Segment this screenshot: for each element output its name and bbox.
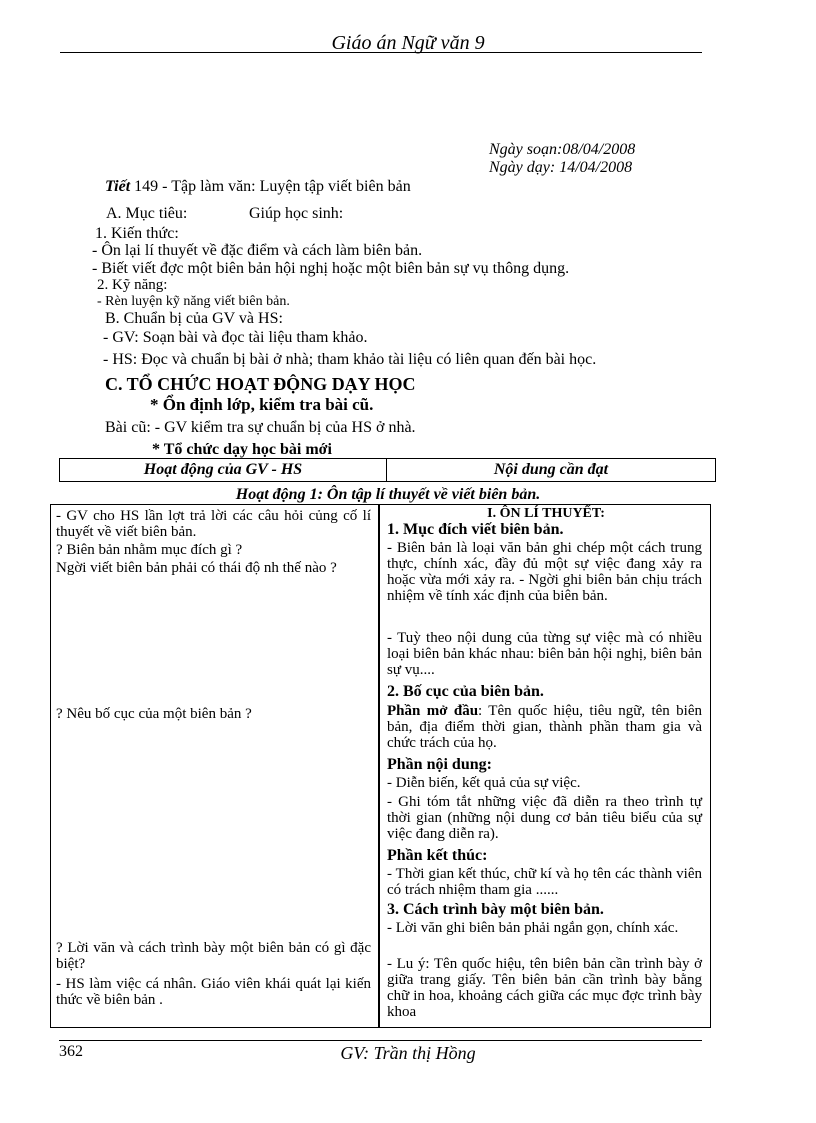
presentation-text-1: - Lời văn ghi biên bản phải ngắn gọn, chính xác. (387, 920, 679, 936)
page-header-title: Giáo án Ngữ văn 9 (331, 32, 485, 54)
heading-layout: 2. Bố cục của biên bản. (387, 683, 544, 700)
header-rule (60, 52, 702, 53)
lesson-title-text: 149 - Tập làm văn: Luyện tập viết biên bản (130, 178, 411, 195)
content-part-item-2: - Ghi tóm tắt những việc đã diễn ra theo trình tự thời gian (những nội dung cơ bản tiêu biểu của sự việc đang diễn ra). (387, 794, 702, 842)
section-theory: I. ÔN LÍ THUYẾT: (487, 506, 605, 521)
content-part-item-1: - Diễn biến, kết quả của sự việc. (387, 775, 581, 791)
activity-table-header (59, 458, 716, 482)
question-layout: ? Nêu bố cục của một biên bản ? (56, 706, 252, 722)
page-number: 362 (59, 1043, 83, 1060)
col-header-content: Nội dung cần đạt (387, 459, 716, 482)
stabilize-heading: * Ổn định lớp, kiểm tra bài cũ. (150, 395, 374, 414)
question-style: ? Lời văn và cách trình bày một biên bản có gì đặc biệt? (56, 940, 371, 972)
col-header-activities: Hoạt động của GV - HS (60, 459, 387, 482)
activity-title: Hoạt động 1: Ôn tập lí thuyết về viết biên bản. (235, 486, 541, 503)
lesson-title (105, 178, 411, 196)
closing-part-label: Phần kết thúc: (387, 847, 488, 864)
knowledge-item-2: - Biết viết đợc một biên bản hội nghị hoặc một biên bản sự vụ thông dụng. (92, 260, 570, 277)
activity-text-2: - HS làm việc cá nhân. Giáo viên khái quát lại kiến thức về biên bản . (56, 976, 371, 1008)
old-lesson-check: Bài cũ: - GV kiểm tra sự chuẩn bị của HS ở nhà. (105, 419, 416, 436)
purpose-text-2: - Tuỳ theo nội dung của từng sự việc mà có nhiều loại biên bản khác nhau: biên bản hội nghị, biên bản sự vụ.... (387, 630, 702, 678)
heading-purpose: 1. Mục đích viết biên bản. (387, 521, 564, 538)
purpose-text-1: - Biên bản là loại văn bản ghi chép một cách trung thực, chính xác, đầy đủ một sự việc đang xảy ra hoặc vừa mới xảy ra. - Ngời ghi biên bản chịu trách nhiệm về tính xác định của biên bản. (387, 540, 702, 604)
activity-text-1: - GV cho HS lần lợt trả lời các câu hỏi củng cố lí thuyết về viết biên bản. (56, 508, 371, 540)
opening-part (387, 703, 702, 751)
date-prepared: Ngày soạn:08/04/2008 (489, 141, 636, 158)
section-c-heading: C. TỔ CHỨC HOẠT ĐỘNG DẠY HỌC (105, 374, 416, 394)
heading-presentation: 3. Cách trình bày một biên bản. (387, 901, 604, 918)
footer-author: GV: Trần thị Hồng (340, 1043, 476, 1063)
lesson-tiet-label: Tiết (105, 178, 131, 195)
date-taught: Ngày dạy: 14/04/2008 (489, 159, 633, 176)
prep-heading: B. Chuẩn bị của GV và HS: (105, 310, 283, 327)
skills-item-1: - Rèn luyện kỹ năng viết biên bản. (97, 294, 290, 309)
objectives-heading: A. Mục tiêu: (106, 205, 188, 222)
new-lesson-heading: * Tổ chức dạy học bài mới (152, 441, 332, 458)
question-purpose: ? Biên bản nhằm mục đích gì ? (56, 542, 243, 558)
skills-heading: 2. Kỹ năng: (97, 277, 168, 293)
closing-part-item: - Thời gian kết thúc, chữ kí và họ tên các thành viên có trách nhiệm tham gia ...... (387, 866, 702, 898)
question-attitude: Ngời viết biên bản phải có thái độ nh thế nào ? (56, 560, 337, 576)
knowledge-item-1: - Ôn lại lí thuyết về đặc điểm và cách làm biên bản. (92, 242, 423, 259)
presentation-text-2: - Lu ý: Tên quốc hiệu, tên biên bản cần trình bày ở giữa trang giấy. Tên biên bản cần trình bày bằng chữ in hoa, khoảng cách giữa các mục đợc trình bày khoa (387, 956, 702, 1020)
knowledge-heading: 1. Kiến thức: (95, 225, 179, 242)
objectives-intro: Giúp học sinh: (249, 205, 344, 222)
prep-student: - HS: Đọc và chuẩn bị bài ở nhà; tham khảo tài liệu có liên quan đến bài học. (103, 351, 597, 368)
opening-part-label: Phần mở đầu (387, 703, 479, 719)
prep-teacher: - GV: Soạn bài và đọc tài liệu tham khảo. (103, 329, 368, 346)
opening-part-text: : Tên quốc hiệu, tiêu ngữ, tên biên bản, địa điểm thời gian, thành phần tham gia và chức trách của họ. (387, 703, 702, 751)
footer-rule (59, 1040, 702, 1041)
content-part-label: Phần nội dung: (387, 756, 492, 773)
